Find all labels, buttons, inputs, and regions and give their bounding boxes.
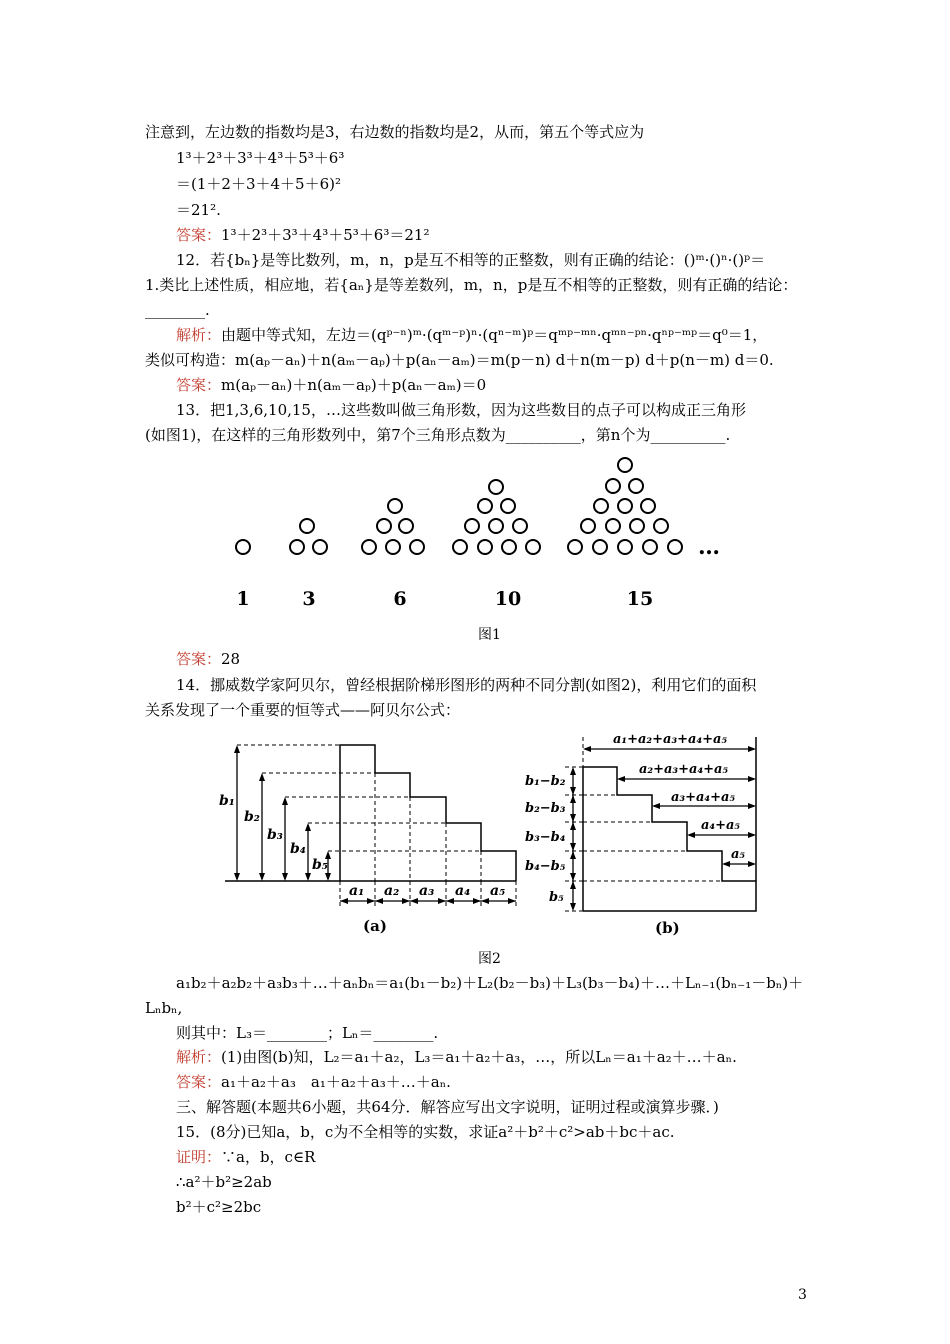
dot <box>478 540 492 554</box>
equation-line: 1³＋2³＋3³＋4³＋5³＋6³ <box>176 149 345 167</box>
ellipsis: … <box>698 534 720 560</box>
triangular-number-label: 3 <box>302 588 316 610</box>
a-label: a₃ <box>419 883 435 899</box>
figure-1-caption: 图1 <box>478 627 501 643</box>
dot <box>489 480 503 494</box>
dot <box>618 499 632 513</box>
question-15-line: 15．(8分)已知a，b，c为不全相等的实数，求证a²＋b²＋c²>ab＋bc＋ac. <box>176 1123 675 1141</box>
triangular-number-label: 6 <box>393 588 407 610</box>
answer-label: 答案： <box>176 226 222 244</box>
sum-label: a₂+a₃+a₄+a₅ <box>639 762 729 777</box>
question-12-line: 12．若{bₙ}是等比数列，m，n，p是互不相等的正整数，则有正确的结论：()ᵐ·()ⁿ·()ᵖ＝ <box>176 251 766 269</box>
figure-2b-abel-staircase <box>525 725 770 940</box>
dot <box>606 519 620 533</box>
analysis-line <box>176 324 767 346</box>
panel-label-b: (b) <box>655 919 680 937</box>
b-label: b₁ <box>219 793 235 809</box>
dot <box>581 519 595 533</box>
question-13-line: (如图1)，在这样的三角形数列中，第7个三角形点数为__________，第n个为__________. <box>145 426 731 444</box>
sum-label: a₄+a₅ <box>701 818 741 833</box>
dot <box>630 519 644 533</box>
triangular-number-label: 15 <box>626 588 654 610</box>
dot <box>453 540 467 554</box>
a-label: a₄ <box>455 883 471 899</box>
dot <box>313 540 327 554</box>
answer-text: m(aₚ－aₙ)＋n(aₘ－aₚ)＋p(aₙ－aₘ)＝0 <box>221 376 487 394</box>
dot <box>526 540 540 554</box>
equation-line: ＝21². <box>176 201 221 219</box>
dot <box>290 540 304 554</box>
dot <box>668 540 682 554</box>
a-label: a₁ <box>349 883 365 899</box>
dot <box>386 540 400 554</box>
b-label: b₄ <box>290 841 306 857</box>
answer-text: 1³＋2³＋3³＋4³＋5³＋6³＝21² <box>221 226 430 244</box>
dot <box>629 479 643 493</box>
text-line: 注意到，左边数的指数均是3，右边数的指数均是2，从而，第五个等式应为 <box>145 123 645 141</box>
answer-label: 答案： <box>176 650 222 668</box>
dot <box>489 519 503 533</box>
question-14-line: 14．挪威数学家阿贝尔，曾经根据阶梯形图形的两种不同分割(如图2)，利用它们的面积 <box>176 676 757 694</box>
question-14-line: 关系发现了一个重要的恒等式——阿贝尔公式： <box>145 701 461 719</box>
question-12-line: 1.类比上述性质，相应地，若{aₙ}是等差数列，m，n，p是互不相等的正整数，则有正确的结论： <box>145 276 798 294</box>
dot <box>362 540 376 554</box>
proof-line: ∴a²＋b²≥2ab <box>176 1173 272 1191</box>
page-number: 3 <box>798 1287 807 1303</box>
dot <box>501 499 515 513</box>
dot <box>641 499 655 513</box>
analysis-label: 解析： <box>176 1048 222 1066</box>
dot <box>465 519 479 533</box>
b-difference-label: b₄−b₅ <box>525 859 566 874</box>
formula-line: a₁b₂＋a₂b₂＋a₃b₃＋…＋aₙbₙ＝a₁(b₁－b₂)＋L₂(b₂－b₃)＋L₃(b₃－b₄)＋…＋Lₙ₋₁(bₙ₋₁－bₙ)＋ <box>176 974 804 992</box>
answer-label: 答案： <box>176 376 222 394</box>
answer-text: 28 <box>221 650 241 668</box>
dot <box>377 519 391 533</box>
sum-label: a₃+a₄+a₅ <box>671 790 736 805</box>
analysis-text: (1)由图(b)知，L₂＝a₁＋a₂，L₃＝a₁＋a₂＋a₃，…，所以Lₙ＝a₁＋a₂＋…＋aₙ. <box>221 1048 737 1066</box>
dot <box>593 540 607 554</box>
analysis-line <box>176 1046 737 1068</box>
b-label: b₂ <box>244 809 260 825</box>
triangular-number-label: 1 <box>236 588 250 610</box>
proof-label: 证明： <box>176 1148 222 1166</box>
answer-line <box>176 648 240 670</box>
b-label: b₃ <box>267 827 283 843</box>
formula-line: Lₙbₙ, <box>145 999 183 1017</box>
sum-label: a₅ <box>731 847 746 862</box>
question-12-blank: ________. <box>145 301 210 319</box>
answer-line <box>176 1071 451 1093</box>
sum-label: a₁+a₂+a₃+a₄+a₅ <box>613 732 728 747</box>
dot <box>502 540 516 554</box>
analysis-text: 由题中等式知，左边＝(qᵖ⁻ⁿ)ᵐ·(qᵐ⁻ᵖ)ⁿ·(qⁿ⁻ᵐ)ᵖ＝qᵐᵖ⁻ᵐⁿ·qᵐⁿ⁻ᵖⁿ·qⁿᵖ⁻ᵐᵖ＝q⁰＝1， <box>221 326 768 344</box>
b-difference-label: b₃−b₄ <box>525 830 566 845</box>
b-difference-label: b₅ <box>549 890 564 905</box>
dot <box>594 499 608 513</box>
dot <box>236 540 250 554</box>
a-label: a₅ <box>490 883 506 899</box>
dot <box>606 479 620 493</box>
dot <box>568 540 582 554</box>
analysis-line: 类似可构造：m(aₚ－aₙ)＋n(aₘ－aₚ)＋p(aₙ－aₘ)＝m(p－n) d＋n(m－p) d＋p(n－m) d＝0. <box>145 351 774 369</box>
question-13-line: 13．把1,3,6,10,15，…这些数叫做三角形数，因为这些数目的点子可以构成正三角形 <box>176 401 746 419</box>
figure-1-triangular-numbers <box>220 450 760 615</box>
dot <box>643 540 657 554</box>
dot <box>388 499 402 513</box>
panel-label-a: (a) <box>363 917 387 935</box>
section-heading: 三、解答题(本题共6小题，共64分．解答应写出文字说明，证明过程或演算步骤．) <box>176 1098 719 1116</box>
a-label: a₂ <box>384 883 400 899</box>
dot <box>410 540 424 554</box>
dot <box>300 519 314 533</box>
equation-line: ＝(1＋2＋3＋4＋5＋6)² <box>176 175 341 193</box>
dot <box>618 540 632 554</box>
b-difference-label: b₁−b₂ <box>525 774 566 789</box>
answer-line <box>176 224 429 246</box>
dot <box>399 519 413 533</box>
answer-line <box>176 374 486 396</box>
proof-line <box>176 1146 315 1168</box>
analysis-label: 解析： <box>176 326 222 344</box>
triangular-number-label: 10 <box>494 588 522 610</box>
figure-2-caption: 图2 <box>478 951 501 967</box>
figure-2a-abel-staircase <box>215 735 525 940</box>
b-difference-label: b₂−b₃ <box>525 801 566 816</box>
answer-text: a₁＋a₂＋a₃ a₁＋a₂＋a₃＋…＋aₙ. <box>221 1073 451 1091</box>
question-14-line: 则其中：L₃＝________；Lₙ＝________. <box>176 1024 439 1042</box>
proof-line: b²＋c²≥2bc <box>176 1198 262 1216</box>
dot <box>513 519 527 533</box>
b-label: b₅ <box>312 857 328 873</box>
dot <box>478 499 492 513</box>
answer-label: 答案： <box>176 1073 222 1091</box>
dot <box>618 458 632 472</box>
proof-text: ∵a，b，c∈R <box>221 1148 316 1166</box>
dot <box>654 519 668 533</box>
